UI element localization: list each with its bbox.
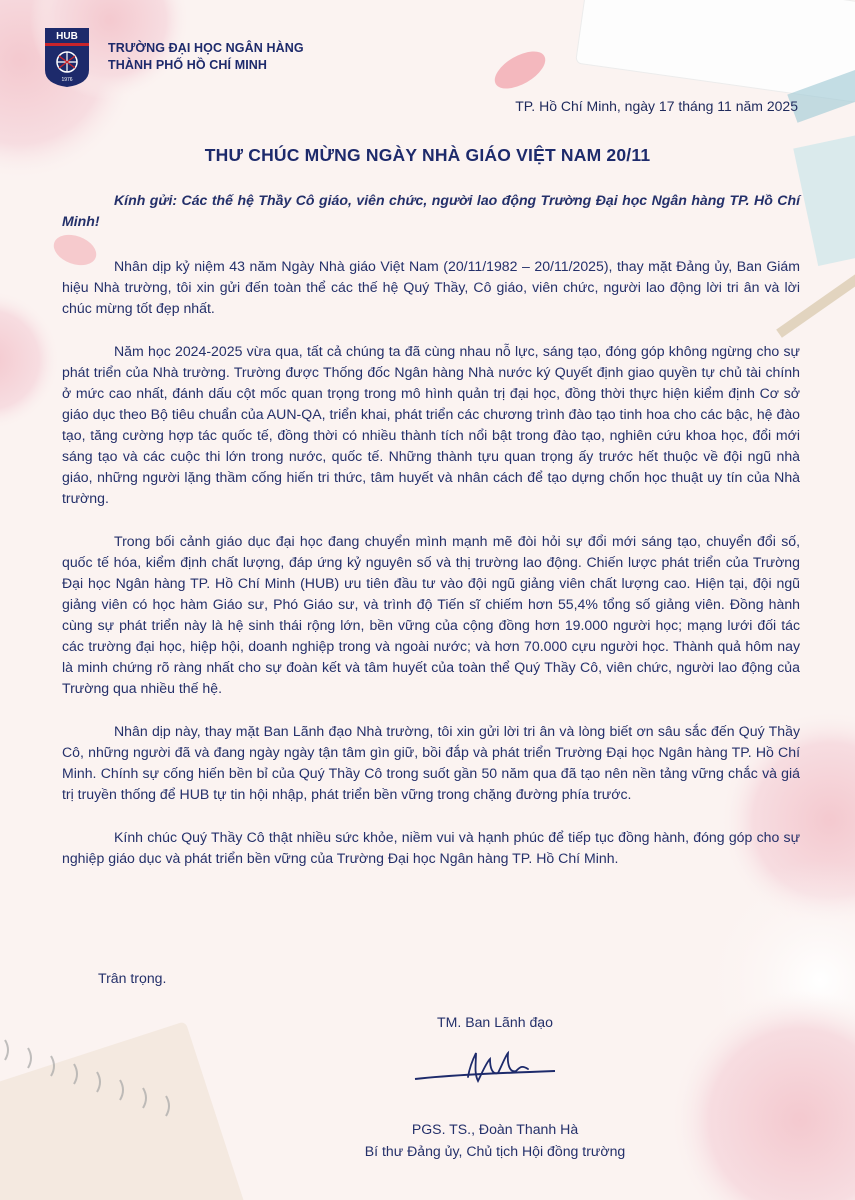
letter-date: TP. Hồ Chí Minh, ngày 17 tháng 11 năm 2025 [515, 98, 798, 114]
handwritten-signature [410, 1045, 560, 1095]
closing: Trân trọng. [98, 970, 167, 986]
university-logo [43, 26, 91, 88]
header [43, 26, 304, 88]
signer-name: PGS. TS., Đoàn Thanh Hà [411, 1121, 579, 1137]
logo-text: HUB [56, 31, 78, 42]
signer-title: Bí thư Đảng ủy, Chủ tịch Hội đồng trường [364, 1143, 626, 1159]
paragraph-4: Nhân dịp này, thay mặt Ban Lãnh đạo Nhà trường, tôi xin gửi lời tri ân và lòng biết ơn sâu sắc đến Quý Thầy Cô, những người đã và đang ngày ngày tận tâm gìn giữ, bồi đắp và phát triển Trường Đại học Ngân hàng TP. Hồ Chí Minh. Chính sự cống hiến bền bỉ của Quý Thầy Cô trong suốt gần 50 năm qua đã tạo nên nền tảng vững chắc và giá trị truyền thống để HUB tự tin hội nhập, phát triển bền vững trong chặng đường phía trước. [62, 723, 800, 802]
letter-body [62, 190, 800, 891]
signer-block [330, 1118, 660, 1162]
letter-title: THƯ CHÚC MỪNG NGÀY NHÀ GIÁO VIỆT NAM 20/11 [204, 145, 651, 165]
signer-role: TM. Ban Lãnh đạo [437, 1014, 553, 1030]
paragraph-5: Kính chúc Quý Thầy Cô thật nhiều sức khỏe, niềm vui và hạnh phúc để tiếp tục đồng hành, đóng góp cho sự nghiệp giáo dục và phát triển bền vững của Trường Đại học Ngân hàng TP. Hồ Chí Minh. [62, 829, 800, 866]
university-name-line1: TRƯỜNG ĐẠI HỌC NGÂN HÀNG [108, 41, 304, 55]
university-name-line2: THÀNH PHỐ HỒ CHÍ MINH [108, 58, 268, 72]
paragraph-1: Nhân dịp kỷ niệm 43 năm Ngày Nhà giáo Việt Nam (20/11/1982 – 20/11/2025), thay mặt Đảng ủy, Ban Giám hiệu Nhà trường, tôi xin gửi đến toàn thể các thế hệ Quý Thầy, Cô giáo, viên chức, người lao động lời tri ân và lời chúc mừng tốt đẹp nhất. [62, 258, 800, 316]
paragraph-3: Trong bối cảnh giáo dục đại học đang chuyển mình mạnh mẽ đòi hỏi sự đổi mới sáng tạo, chuyển đổi số, quốc tế hóa, kiểm định chất lượng, đáp ứng kỷ nguyên số và thị trường lao động. Chiến lược phát triển của Trường Đại học Ngân hàng TP. Hồ Chí Minh (HUB) ưu tiên đầu tư vào đội ngũ giảng viên chất lượng cao. Hiện tại, đội ngũ giảng viên có học hàm Giáo sư, Phó Giáo sư, và trình độ Tiến sĩ chiếm hơn 55,4% tổng số giảng viên. Đồng hành cùng sự phát triển này là hệ sinh thái rộng lớn, bền vững của cộng đồng hơn 19.000 người học; mạng lưới đối tác các trường đại học, hiệp hội, doanh nghiệp trong và ngoài nước; và hơn 70.000 cựu người học. Thành quả hôm nay là minh chứng rõ ràng nhất cho sự đoàn kết và tâm huyết của toàn thể Quý Thầy Cô, viên chức, người lao động của Trường qua nhiều thế hệ. [62, 533, 800, 696]
salutation: Kính gửi: Các thế hệ Thầy Cô giáo, viên chức, người lao động Trường Đại học Ngân hàng TP. Hồ Chí Minh! [62, 192, 800, 229]
logo-year: 1976 [61, 77, 73, 83]
university-name [108, 40, 304, 74]
paragraph-2: Năm học 2024-2025 vừa qua, tất cả chúng ta đã cùng nhau nỗ lực, sáng tạo, đóng góp không ngừng cho sự phát triển của Nhà trường. Trường được Thống đốc Ngân hàng Nhà nước ký Quyết định giao quyền tự chủ tài chính ở mức cao nhất, đánh dấu cột mốc quan trọng trong mô hình quản trị đại học, đồng thời thực hiện kiểm định Cơ sở giáo dục theo Bộ tiêu chuẩn của AUN-QA, triển khai, phát triển các chương trình đào tạo tinh hoa cho các bậc, hệ đào tạo, tăng cường hợp tác quốc tế, đồng thời có nhiều thành tích nổi bật trong đào tạo, nghiên cứu khoa học, đổi mới sáng tạo và các cuộc thi lớn trong nước, quốc tế. Những thành tựu quan trọng ấy trước hết thuộc về đội ngũ nhà giáo, những người lặng thầm cống hiến tri thức, tâm huyết và nhân cách để tạo dựng chốn học thuật uy tín của Nhà trường. [62, 343, 800, 506]
